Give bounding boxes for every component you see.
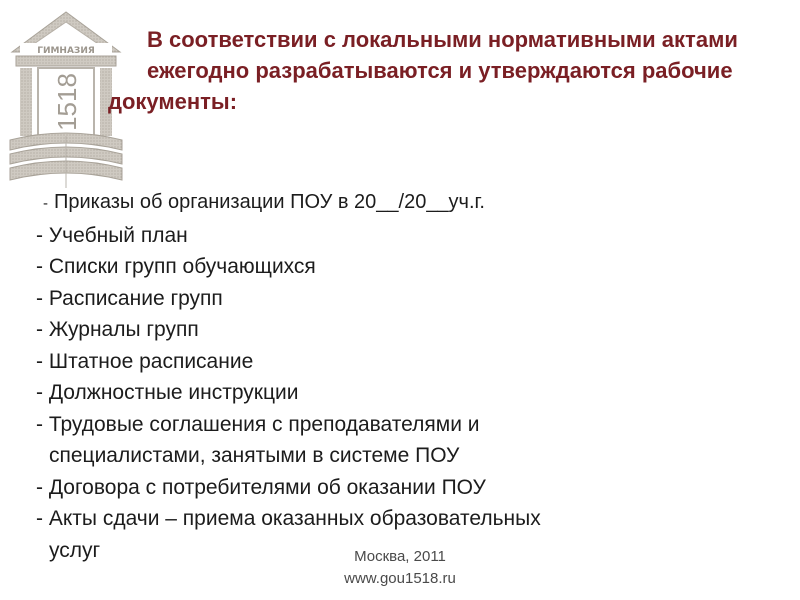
title-line-3: документы: xyxy=(108,89,238,114)
list-dash: - xyxy=(36,475,43,499)
list-item xyxy=(36,251,736,283)
list-item-text: Расписание групп xyxy=(48,286,223,310)
list-dash: - xyxy=(36,318,43,341)
list-dash: - xyxy=(36,255,43,278)
list-item-text: Учебный план xyxy=(48,223,188,247)
list-item-text: Списки групп обучающихся xyxy=(48,255,316,278)
list-item-text: Трудовые соглашения с преподавателями и xyxy=(48,412,480,436)
list-dash: - xyxy=(36,286,43,310)
title-line-1: В соответствии с локальными нормативными актами xyxy=(147,27,738,52)
list-item xyxy=(36,409,736,472)
title-line-2: ежегодно разрабатываются и утверждаются рабочие xyxy=(147,58,733,83)
documents-list xyxy=(36,186,736,566)
list-item xyxy=(36,472,736,504)
list-item xyxy=(36,377,736,409)
list-item xyxy=(36,314,736,346)
list-item-continuation: специалистами, занятыми в системе ПОУ xyxy=(49,444,460,467)
list-item-text: Должностные инструкции xyxy=(48,381,299,404)
slide-title xyxy=(0,0,800,130)
list-dash: - xyxy=(36,412,43,436)
list-item xyxy=(36,220,736,252)
list-dash: - xyxy=(36,381,43,404)
list-dash: - xyxy=(36,223,43,247)
slide-footer xyxy=(300,546,500,590)
list-dash: - xyxy=(36,349,43,373)
logo-number: 1518 xyxy=(52,73,82,131)
list-dash: - xyxy=(36,507,43,530)
list-dash: - xyxy=(43,195,48,212)
list-item-text: Приказы об организации ПОУ в 20__/20__уч.г. xyxy=(54,191,485,213)
list-item xyxy=(36,346,736,378)
list-item-text: Штатное расписание xyxy=(48,349,254,373)
list-item-text: Акты сдачи – приема оказанных образовательных xyxy=(48,507,541,530)
list-item xyxy=(36,186,736,220)
list-item-continuation: услуг xyxy=(49,538,101,562)
list-item-text: Договора с потребителями об оказании ПОУ xyxy=(48,475,486,499)
logo-label: ГИМНАЗИЯ xyxy=(37,46,95,56)
footer-city-year: Москва, 2011 xyxy=(354,548,446,565)
list-item-text: Журналы групп xyxy=(48,318,199,341)
footer-website: www.gou1518.ru xyxy=(344,570,456,587)
list-item xyxy=(36,283,736,315)
